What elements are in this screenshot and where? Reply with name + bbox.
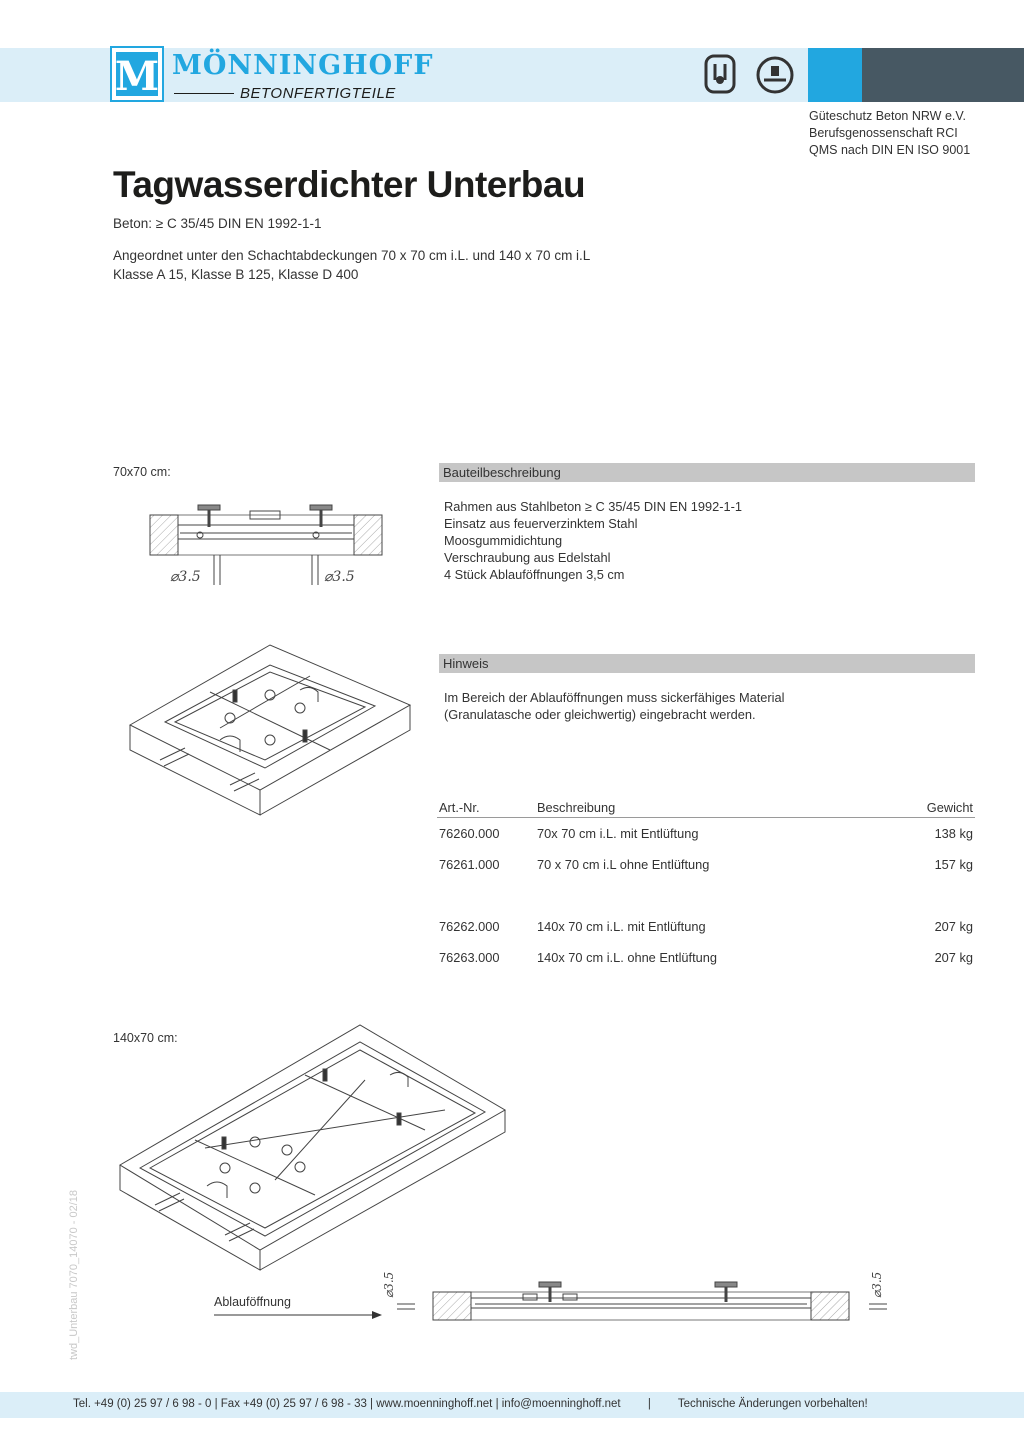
article-desc: 70x 70 cm i.L. mit Entlüftung [537,826,699,841]
logo-letter: M [114,53,160,100]
concrete-spec: Beton: ≥ C 35/45 DIN EN 1992-1-1 [113,216,322,231]
article-table [437,797,975,973]
article-desc: 140x 70 cm i.L. ohne Entlüftung [537,950,717,965]
col-header-weight: Gewicht [891,797,975,818]
intro-line: Angeordnet unter den Schachtabdeckungen 70 x 70 cm i.L. und 140 x 70 cm i.L [113,248,591,263]
article-weight: 138 kg [934,826,973,841]
article-nr: 76263.000 [439,950,500,965]
col-header-desc: Beschreibung [535,797,891,818]
table-row [437,942,975,973]
note-heading: Hinweis [439,654,975,673]
article-desc: 140x 70 cm i.L. mit Entlüftung [537,919,706,934]
description-item: Einsatz aus feuerverzinktem Stahl [444,516,638,531]
article-nr: 76262.000 [439,919,500,934]
logo-rule [174,93,234,94]
cert-line: Güteschutz Beton NRW e.V. [809,109,967,123]
cert-line: QMS nach DIN EN ISO 9001 [809,143,971,157]
quality-seal-icon [700,52,740,98]
footer-disclaimer: Technische Änderungen vorbehalten! [677,1398,868,1410]
drawing-label-small: 70x70 cm: [113,465,171,479]
footer-contact: Tel. +49 (0) 25 97 / 6 98 - 0 | Fax +49 (0) 25 97 / 6 98 - 33 | www.moenninghoff.net | info@moenninghoff.net [73,1398,621,1410]
table-spacer [437,880,975,911]
description-item: Rahmen aus Stahlbeton ≥ C 35/45 DIN EN 1992-1-1 [444,499,742,514]
bg-rci-icon [754,54,796,96]
logo-m-icon [112,48,162,100]
intro-text [113,246,590,284]
description-heading: Bauteilbeschreibung [439,463,975,482]
note-line: Im Bereich der Ablauföffnungen muss sickerfähiges Material [444,690,785,705]
cert-line: Berufsgenossenschaft RCI [809,126,958,140]
certifications [809,108,970,159]
dim-label: ⌀3.5 [382,1271,396,1298]
iso-drawing-large [115,1020,515,1270]
description-list [444,498,742,583]
article-nr: 76261.000 [439,857,500,872]
article-weight: 157 kg [934,857,973,872]
table-row [437,849,975,880]
description-item: 4 Stück Ablauföffnungen 3,5 cm [444,567,625,582]
header-grey-block [862,48,1024,102]
dim-label: ⌀3.5 [870,1271,884,1298]
section-drawing-large [382,1262,905,1342]
intro-line: Klasse A 15, Klasse B 125, Klasse D 400 [113,267,359,282]
document-code: twd_Unterbau 7070_14070 - 02/18 [68,1189,80,1360]
iso-drawing-small [120,640,420,820]
arrow-right-icon [214,1310,384,1320]
article-weight: 207 kg [934,950,973,965]
article-nr: 76260.000 [439,826,500,841]
description-item: Verschraubung aus Edelstahl [444,550,611,565]
drainage-opening-label: Ablauföffnung [214,1295,291,1309]
table-row [437,818,975,850]
company-name: MÖNNINGHOFF [172,50,434,81]
description-item: Moosgummidichtung [444,533,563,548]
dim-label: ⌀3.5 [170,569,201,585]
company-tagline: BETONFERTIGTEILE [240,85,396,102]
table-header-row [437,797,975,818]
article-weight: 207 kg [934,919,973,934]
note-text [444,689,784,723]
dim-label: ⌀3.5 [324,569,355,585]
article-desc: 70 x 70 cm i.L ohne Entlüftung [537,857,710,872]
drawing-label-large: 140x70 cm: [113,1031,178,1045]
footer-separator: | [647,1398,651,1410]
col-header-nr: Art.-Nr. [437,797,535,818]
footer [73,1398,868,1410]
header-blue-block [808,48,862,102]
section-drawing-small [140,495,390,595]
logo-mark [110,46,164,102]
table-row [437,911,975,942]
page-title: Tagwasserdichter Unterbau [113,164,586,205]
note-line: (Granulatasche oder gleichwertig) eingebracht werden. [444,707,756,722]
